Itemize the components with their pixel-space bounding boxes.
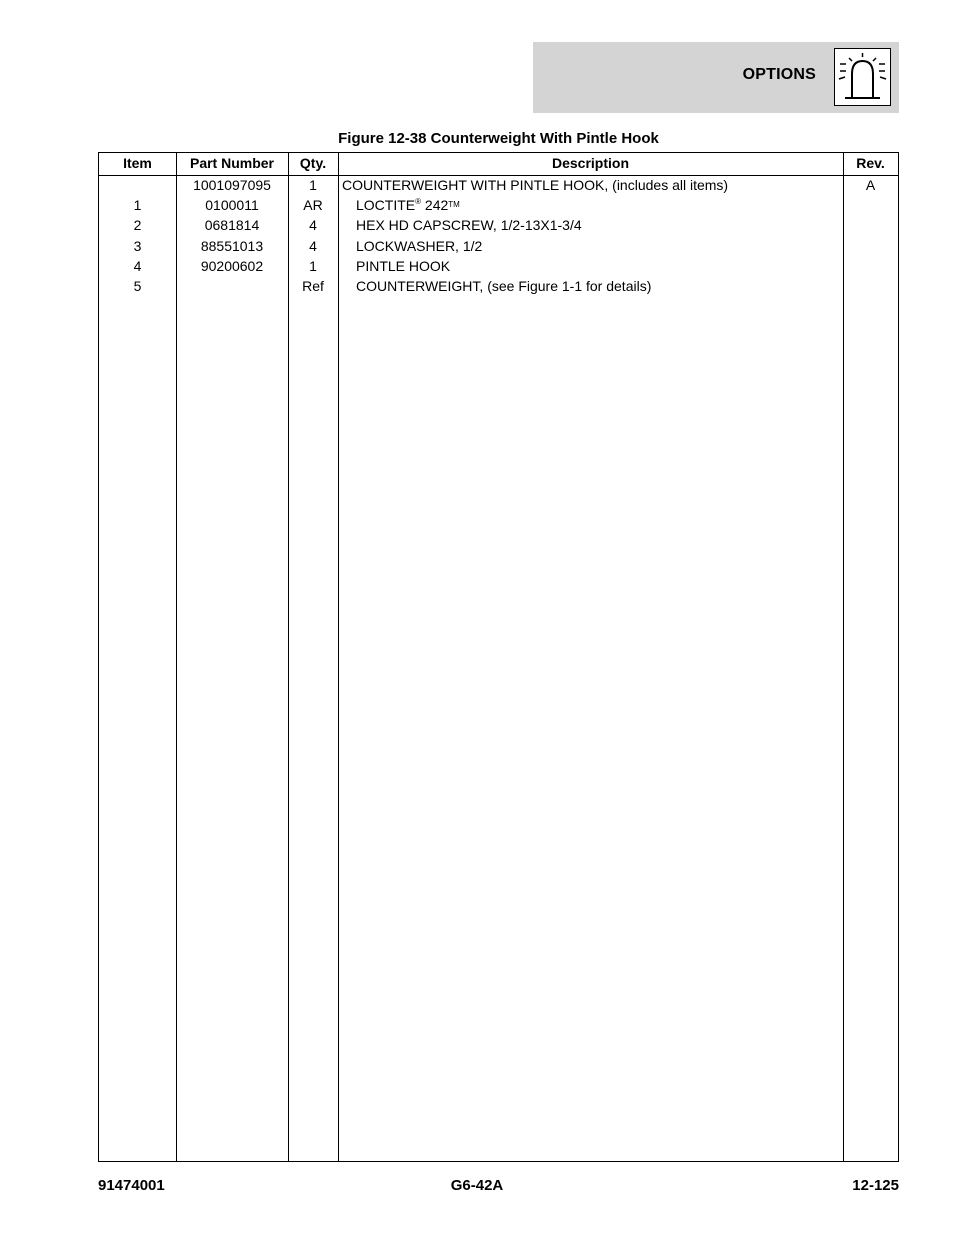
footer-model: G6-42A xyxy=(450,1177,504,1194)
qty-cell: AR xyxy=(303,197,323,214)
table-body xyxy=(99,177,898,298)
table-row xyxy=(99,217,898,237)
column-divider xyxy=(288,153,289,1161)
column-header-part-number: Part Number xyxy=(189,155,275,171)
item-cell: 3 xyxy=(133,237,142,254)
parts-table xyxy=(98,152,899,1162)
column-header-item: Item xyxy=(123,155,152,171)
description-cell xyxy=(356,197,856,213)
column-divider xyxy=(843,153,844,1161)
item-cell: 4 xyxy=(133,257,142,274)
part-number-cell: 90200602 xyxy=(200,257,264,274)
figure-title: Figure 12-38 Counterweight With Pintle Hook xyxy=(338,130,659,147)
description-cell: COUNTERWEIGHT WITH PINTLE HOOK, (includes all items) xyxy=(342,177,729,193)
description-cell: HEX HD CAPSCREW, 1/2-13X1-3/4 xyxy=(356,217,582,234)
trademark-mark: TM xyxy=(448,200,460,210)
description-text: LOCTITE xyxy=(356,197,416,214)
part-number-cell: 1001097095 xyxy=(193,177,271,193)
part-number-cell: 0681814 xyxy=(204,217,260,234)
header-divider xyxy=(99,175,898,176)
section-title: OPTIONS xyxy=(742,66,816,83)
footer-document-number: 91474001 xyxy=(98,1177,165,1194)
table-row xyxy=(99,258,898,278)
table-row xyxy=(99,278,898,298)
description-cell: COUNTERWEIGHT, (see Figure 1-1 for details) xyxy=(356,277,652,294)
qty-cell: 1 xyxy=(309,257,317,274)
column-header-description: Description xyxy=(551,155,629,171)
part-number-cell: 0100011 xyxy=(205,197,259,214)
footer-page-number: 12-125 xyxy=(852,1177,899,1194)
column-divider xyxy=(176,153,177,1161)
rev-cell: A xyxy=(865,177,876,193)
item-cell: 5 xyxy=(133,277,142,294)
column-header-rev: Rev. xyxy=(856,155,885,171)
description-suffix: 242 xyxy=(421,197,449,214)
table-row xyxy=(99,197,898,217)
column-header-qty: Qty. xyxy=(299,155,327,171)
description-cell: PINTLE HOOK xyxy=(356,257,451,274)
qty-cell: Ref xyxy=(302,277,324,294)
description-cell: LOCKWASHER, 1/2 xyxy=(356,237,483,254)
item-cell: 1 xyxy=(133,197,142,214)
section-header xyxy=(533,42,899,113)
item-cell: 2 xyxy=(133,217,142,234)
part-number-cell: 88551013 xyxy=(200,237,264,254)
table-row xyxy=(99,238,898,258)
qty-cell: 4 xyxy=(309,237,317,254)
column-divider xyxy=(338,153,339,1161)
beacon-light-icon xyxy=(834,48,891,106)
registered-mark: ® xyxy=(415,197,422,207)
qty-cell: 4 xyxy=(309,217,317,234)
qty-cell: 1 xyxy=(309,177,317,193)
table-row xyxy=(99,177,898,197)
